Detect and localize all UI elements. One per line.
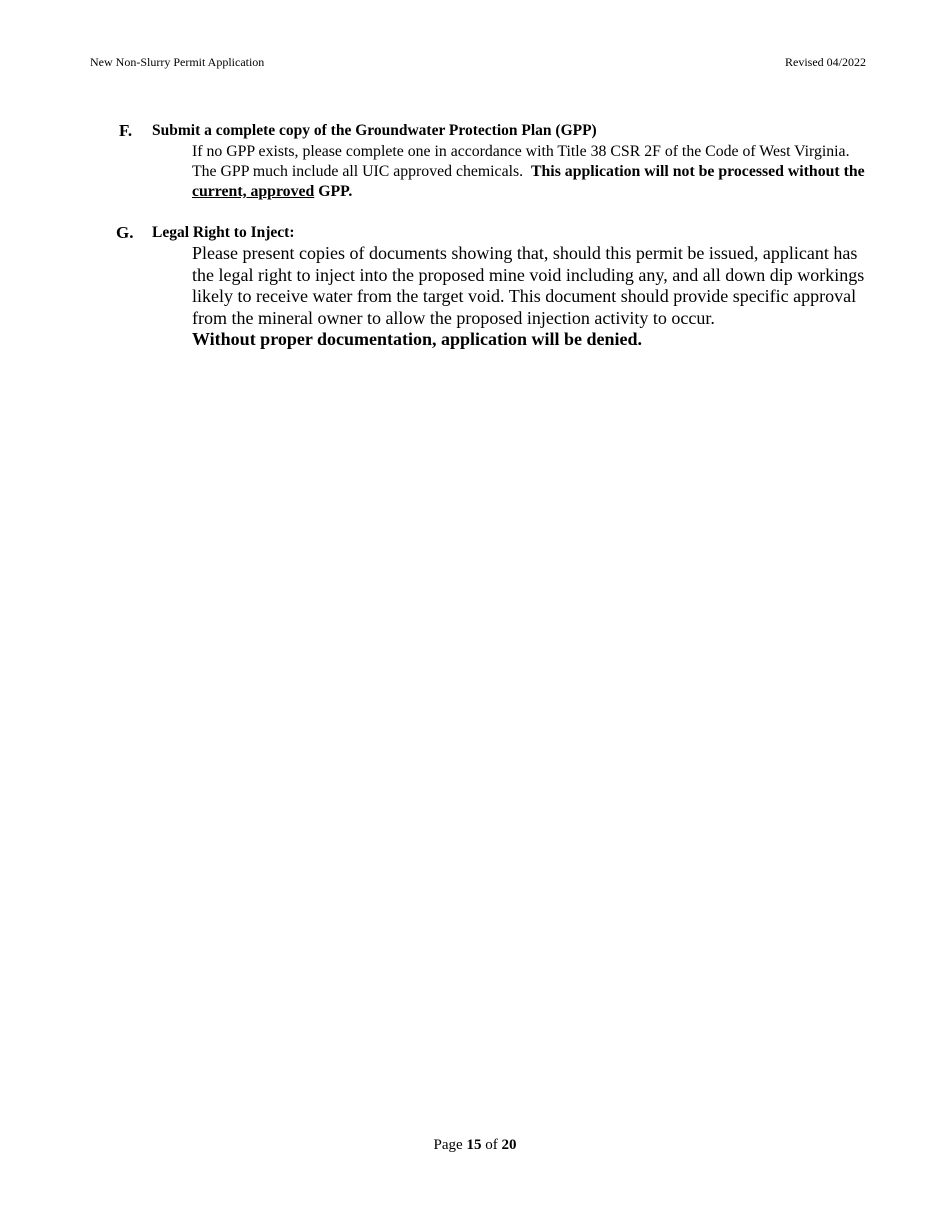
section-g-warning: Without proper documentation, application will be denied. [192,329,643,349]
section-f-title: Submit a complete copy of the Groundwater Protection Plan (GPP) [152,122,597,139]
page-of-label: of [485,1137,498,1153]
section-f-text: If no GPP exists, please complete one in accordance with Title 38 CSR 2F of the Code of West Virginia. The GPP much include all UIC approved chemicals. [192,143,850,180]
page-label: Page [433,1137,463,1153]
section-g-letter: G. [116,223,134,242]
total-page-count: 20 [501,1137,517,1153]
section-g-text: Please present copies of documents showing that, should this permit be issued, applicant has the legal right to inject into the proposed mine void including any, and all down dip workings likely to receive water from the target void. This document should provide specific approval from the mineral owner to allow the proposed injection activity to occur. [192,243,865,328]
section-g-body [192,243,872,351]
section-f-warning: This application will not be processed without the [530,163,865,180]
section-f-warning-end: GPP. [318,183,353,200]
header-revision-date: Revised 04/2022 [785,55,866,69]
section-f-body [192,142,872,202]
current-page-number: 15 [466,1137,482,1153]
section-f-warning-emphasis: current, approved [192,183,315,200]
section-f-letter: F. [119,121,133,140]
header-document-title: New Non-Slurry Permit Application [90,55,265,69]
page-number [0,1137,950,1154]
section-g-title: Legal Right to Inject: [152,224,295,241]
